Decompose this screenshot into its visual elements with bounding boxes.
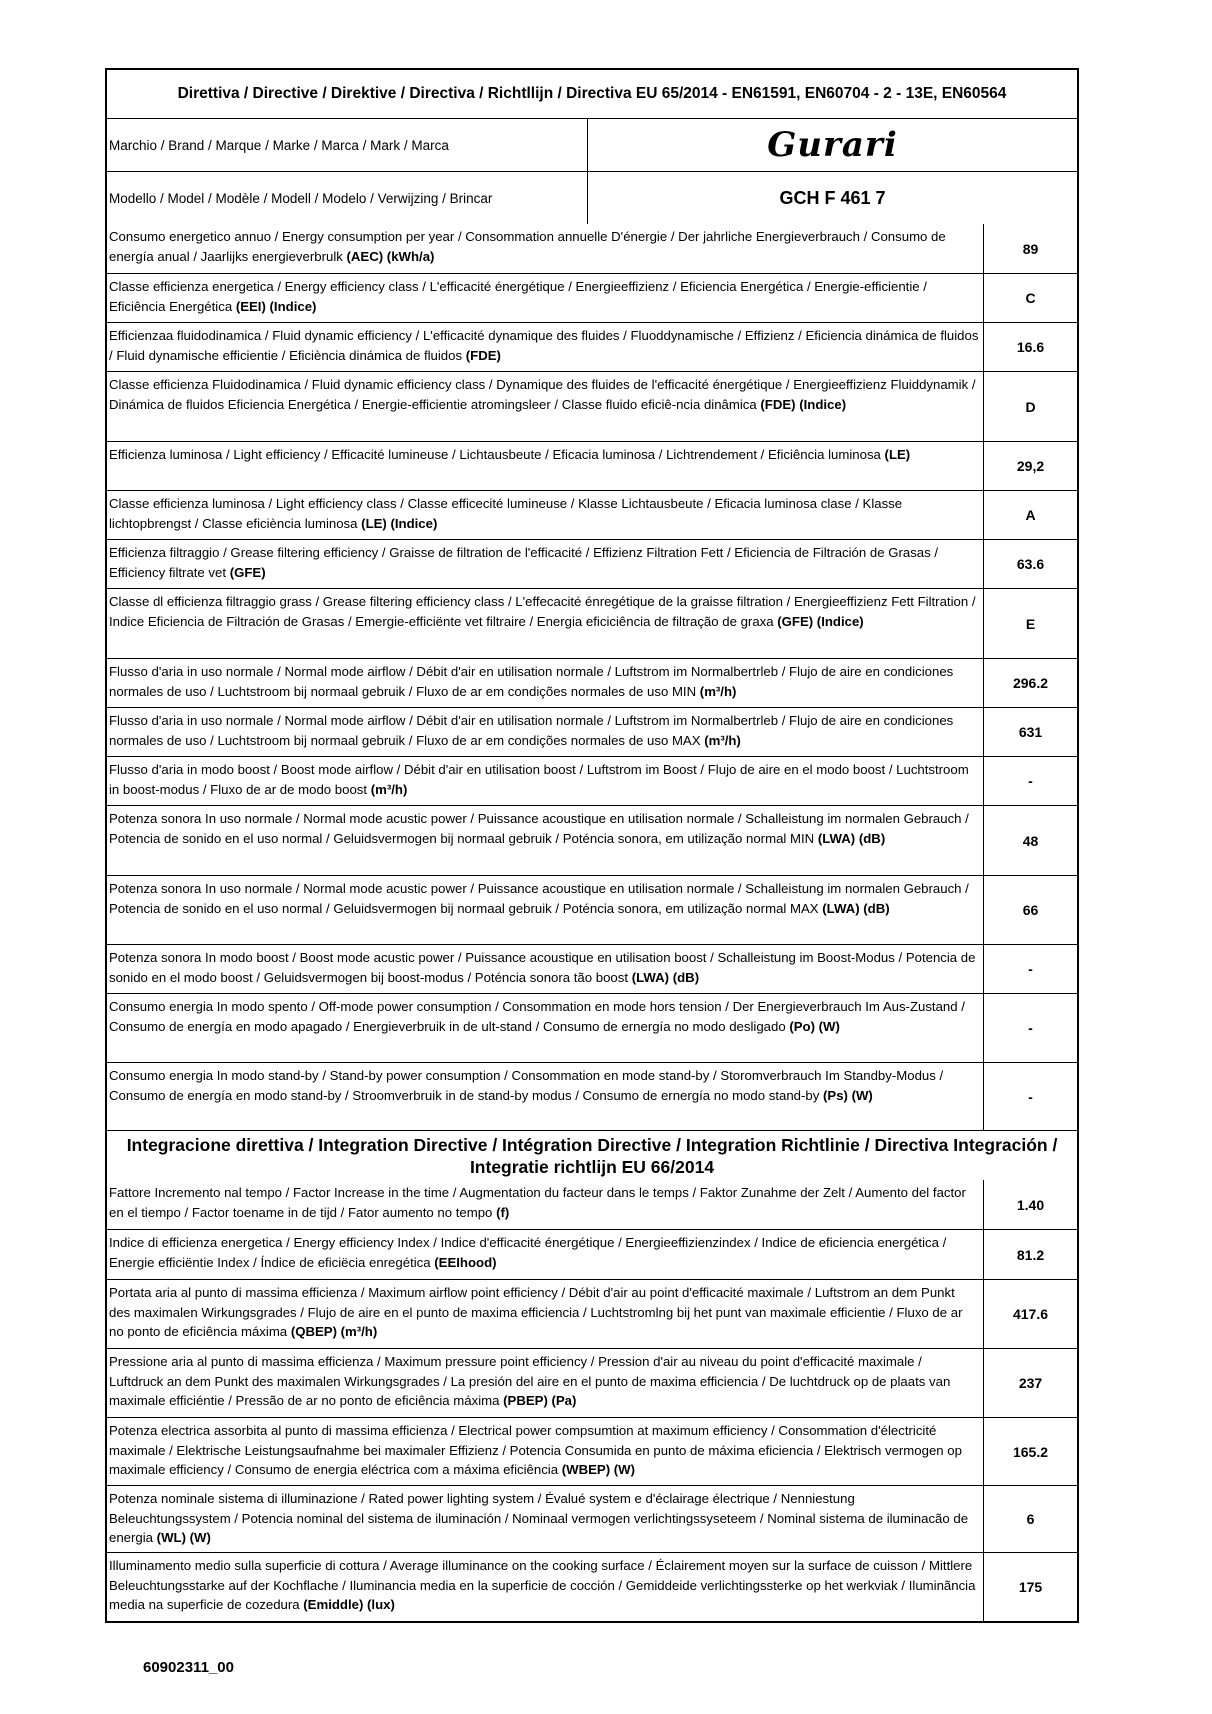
row-unit: (Po) (W)	[789, 1018, 840, 1034]
row-unit: (GFE) (Indice)	[777, 613, 864, 629]
row-value: E	[1025, 615, 1036, 632]
row-label	[107, 1063, 984, 1130]
row-text: Flusso d'aria in modo boost / Boost mode airflow / Débit d'air en utilisation boost / Luftstrom im Boost / Flujo de aire en el modo boost / Luchtstroom in boost-modus / Fluxo de ar de modo boost	[109, 762, 969, 797]
row-unit: (m³/h)	[699, 683, 737, 699]
row-text: Consumo energia In modo spento / Off-mode power consumption / Consommation en mode hors tension / Der Energieverbrauch Im Aus-Zustand / Consumo de energía en modo apagado / Energieverbruik in de ult-stand / Consumo de ernergía no modo desligado	[109, 999, 965, 1034]
row-text: Consumo energetico annuo / Energy consumption per year / Consommation annuelle D'énergie / Der jahrliche Energieverbrauch / Consumo de energía anual / Jaarlijks energieverbrulk	[109, 229, 946, 264]
table-row	[107, 322, 1077, 371]
row-unit: (FDE) (Indice)	[760, 396, 847, 412]
row-label	[107, 1230, 984, 1279]
table-row	[107, 1279, 1077, 1348]
row-unit: (Emiddle) (lux)	[303, 1597, 395, 1612]
row-text: Classe efficienza energetica / Energy efficiency class / L'efficacité énergétique / Energieeffizienz / Eficiencia Energética / Energie-efficientie / Eficiência Energética	[109, 279, 927, 314]
row-unit: (m³/h)	[370, 781, 408, 797]
row-text: Consumo energia In modo stand-by / Stand-by power consumption / Consommation en mode stand-by / Storomverbrauch Im Standby-Modus / Consumo de energía en modo stand-by / Stroomverbruik in de stand-by modus / Consumo de ernergía no modo stand-by	[109, 1068, 944, 1103]
row-text: Classe efficienza Fluidodinamica / Fluid dynamic efficiency class / Dynamique des fluides de l'efficacité énergétique / Energieeffizienz Fluiddynamik / Dinámica de fluidos Eficiencia Energética / Energie-efficientie atromingsleer / Classe fluido eficiê-ncia dinâmica	[109, 377, 976, 412]
table-row	[107, 1180, 1077, 1229]
row-value: -	[1028, 961, 1033, 977]
row-text: Efficienza filtraggio / Grease filtering efficiency / Graisse de filtration de l'efficacité / Effizienz Filtration Fett / Eficiencia de Filtración de Grasas / Efficiency filtrate vet	[109, 545, 939, 580]
table-row	[107, 756, 1077, 805]
row-text: Efficienza luminosa / Light efficiency / Efficacité lumineuse / Lichtausbeute / Eficacia luminosa / Lichtrendement / Eficiência luminosa	[109, 447, 881, 462]
row-value: 89	[1022, 240, 1039, 257]
row-label	[107, 1280, 984, 1348]
document-code: 60902311_00	[143, 1659, 234, 1676]
row-text: Potenza sonora In modo boost / Boost mode acustic power / Puissance acoustique en utilisation boost / Schalleistung im Boost-Modus / Potencia de sonido en el modo boost / Geluidsvermogen bij boost-modus / Poténcia sonora tão boost	[109, 950, 976, 985]
table-row	[107, 588, 1077, 658]
row-unit: (FDE)	[465, 347, 501, 363]
row-unit: (EEIhood)	[434, 1254, 497, 1270]
table-row	[107, 490, 1077, 539]
row-text: Potenza nominale sistema di illuminazione / Rated power lighting system / Évalué system e d'éclairage électrique / Nenniestung Beleuchtungssystem / Potencia nominal del sistema de iluminación / Nominaal vermogen verlichtingssyseteem / Nominal sistema de iluminacão de energia	[109, 1491, 969, 1545]
table-row	[107, 273, 1077, 322]
row-label	[107, 1349, 984, 1417]
row-value: A	[1025, 507, 1036, 523]
row-label	[107, 372, 984, 441]
integration-rows	[107, 1180, 1077, 1621]
table-row	[107, 441, 1077, 490]
row-unit: (LWA) (dB)	[822, 900, 890, 916]
row-text: Efficienzaa fluidodinamica / Fluid dynamic efficiency / L'efficacité dynamique des fluides / Fluoddynamische / Effizienz / Eficiencia dinámica de fluidos / Fluid dynamische efficientie / Eficiència dinámica de fluidos	[109, 328, 979, 363]
table-row	[107, 1348, 1077, 1417]
brand-label: Marchio / Brand / Marque / Marke / Marca / Mark / Marca	[107, 119, 588, 171]
row-value: 296.2	[1012, 675, 1049, 691]
row-label	[107, 224, 984, 273]
directive-text: Direttiva / Directive / Direktive / Directiva / Richtllijn / Directiva EU 65/2014 - EN61591, EN60704 - 2 - 13E, EN60564	[177, 85, 1007, 102]
table-row	[107, 371, 1077, 441]
row-unit: (LWA) (dB)	[817, 830, 886, 846]
row-text: Portata aria al punto di massima efficienza / Maximum airflow point efficiency / Débit d'air au point d'efficacité maximale / Luftstrom an dem Punkt des maximalen Wirkungsgrades / Flujo de aire en el punto de maxima efficiencia / Luchtstromlng bij het punt van maximale efficientie / Fluxo de ar no ponto de eficiência máxima	[109, 1285, 963, 1339]
model-label: Modello / Model / Modèle / Modell / Modelo / Verwijzing / Brincar	[107, 172, 588, 224]
row-value: 81.2	[1016, 1246, 1045, 1263]
row-label	[107, 945, 984, 993]
row-value: -	[1028, 1020, 1033, 1036]
row-label	[107, 540, 984, 588]
row-value: 175	[1018, 1579, 1043, 1595]
row-value: 417.6	[1012, 1306, 1049, 1322]
row-text: Potenza sonora In uso normale / Normal mode acustic power / Puissance acoustique en utilisation normale / Schalleistung im normalen Gebrauch / Potencia de sonido en el uso normal / Geluidsvermogen bij normaal gebruik / Poténcia sonora, em utilização normal MAX	[109, 881, 969, 916]
row-label	[107, 1180, 984, 1229]
row-label	[107, 274, 984, 322]
brand-logo: Gurari	[767, 125, 898, 165]
row-unit: (EEI) (Indice)	[235, 298, 317, 314]
model-value: GCH F 461 7	[779, 187, 886, 208]
row-label	[107, 708, 984, 756]
row-unit: (WBEP) (W)	[561, 1462, 635, 1477]
table-row	[107, 805, 1077, 875]
row-text: Indice di efficienza energetica / Energy efficiency Index / Indice d'efficacité énergétique / Energieeffizienzindex / Indice de eficiencia energética / Energie efficiëntie Index / Índice de eficiëcia enregética	[109, 1235, 947, 1270]
table-row	[107, 658, 1077, 707]
row-value: 63.6	[1016, 556, 1045, 572]
model-row	[107, 171, 1077, 224]
row-label	[107, 1553, 984, 1621]
row-text: Potenza sonora In uso normale / Normal mode acustic power / Puissance acoustique en utilisation normale / Schalleistung im normalen Gebrauch / Potencia de sonido en el uso normal / Geluidsvermogen bij normaal gebruik / Poténcia sonora, em utilização normal MIN	[109, 811, 969, 846]
row-label	[107, 1418, 984, 1485]
table-row	[107, 1552, 1077, 1621]
row-text: Potenza electrica assorbita al punto di massima efficienza / Electrical power compsumtion at maximum efficiency / Consommation d'électricité maximale / Elektrische Leistungsaufnahme bei maximaler Effizienz / Potencia Consumida en punto de máxima eficiencia / Elektrisch vermogen op maximale efficiency / Consumo de energia eléctrica com a máxima eficiência	[109, 1423, 962, 1477]
section-title-line2: Integratie richtlijn EU 66/2014	[469, 1156, 715, 1177]
table-row	[107, 1062, 1077, 1130]
row-text: Classe efficienza luminosa / Light efficiency class / Classe efficecité lumineuse / Klasse Lichtausbeute / Eficacia luminosa clase / Klasse lichtopbrengst / Classe eficiència luminosa	[109, 496, 903, 531]
row-value: 6	[1026, 1511, 1035, 1527]
row-unit: (LE)	[884, 447, 911, 462]
row-label	[107, 442, 984, 490]
table-row	[107, 539, 1077, 588]
row-label	[107, 589, 984, 658]
row-label	[107, 806, 984, 875]
row-text: Flusso d'aria in uso normale / Normal mode airflow / Débit d'air en utilisation normale / Luftstrom im Normalbertrleb / Flujo de aire en condiciones normales de uso / Luchtstroom bij normaal gebruik / Fluxo de ar em condições normales de uso MAX	[109, 713, 954, 748]
row-value: 631	[1018, 724, 1043, 740]
row-text: Flusso d'aria in uso normale / Normal mode airflow / Débit d'air en utilisation normale / Luftstrom im Normalbertrleb / Flujo de aire en condiciones normales de uso / Luchtstroom bij normaal gebruik / Fluxo de ar em condições normales de uso MIN	[109, 664, 954, 699]
declaration-table	[105, 68, 1079, 1623]
row-value: D	[1025, 398, 1036, 415]
row-label	[107, 491, 984, 539]
row-text: Classe dl efficienza filtraggio grass / Grease filtering efficiency class / L'effecacité énregétique de la graisse filtration / Energieeffizienz Fett Filtration / Indice Eficiencia de Filtración de Grasas / Emergie-efficiënte vet filtraire / Energia eficiciência de filtração de graxa	[109, 594, 976, 629]
directive-header	[107, 70, 1077, 118]
row-text: Illuminamento medio sulla superficie di cottura / Average illuminance on the cooking surface / Éclairement moyen sur la surface de cuisson / Mittlere Beleuchtungsstarke auf der Kochflache / Iluminancia media en la superficie de cocción / Gemiddeide verlichtingssterke op het werkviak / Iluminãncia media na superficie de cozedura	[109, 1558, 976, 1612]
row-value: -	[1028, 1088, 1033, 1105]
row-value: 1.40	[1016, 1196, 1045, 1213]
row-label	[107, 1486, 984, 1552]
row-label	[107, 994, 984, 1062]
row-value: 16.6	[1016, 339, 1045, 355]
row-value: 48	[1022, 832, 1039, 849]
table-row	[107, 1485, 1077, 1552]
table-row	[107, 875, 1077, 944]
row-value: 237	[1018, 1375, 1043, 1391]
table-row	[107, 1417, 1077, 1485]
row-unit: (LWA) (dB)	[631, 969, 700, 985]
row-value: C	[1025, 290, 1036, 306]
row-unit: (f)	[496, 1204, 510, 1220]
row-text: Fattore Incremento nal tempo / Factor Increase in the time / Augmentation du facteur dans le temps / Faktor Zunahme der Zelt / Aumento del factor en el tiempo / Factor toename in de tijd / Fator aumento no tempo	[109, 1185, 966, 1220]
table-row	[107, 224, 1077, 273]
spec-rows	[107, 224, 1077, 1130]
row-label	[107, 323, 984, 371]
row-label	[107, 757, 984, 805]
row-text: Pressione aria al punto di massima efficienza / Maximum pressure point efficiency / Pression d'air au niveau du point d'efficacité maximale / Luftdruck an dem Punkt des maximalen Wirkungsgrades / La presión del aire en el punto de maxima efficiencia / De luchtdruck op de plaats van maximale efficiéntie / Pressão de ar no ponto de eficiência máxima	[109, 1354, 951, 1408]
section-title-line1: Integracione direttiva / Integration Directive / Intégration Directive / Integration Richtlinie / Directiva Integración /	[126, 1134, 1058, 1155]
integration-section-header	[107, 1130, 1077, 1180]
row-label	[107, 876, 984, 944]
table-row	[107, 1229, 1077, 1279]
row-unit: (LE) (Indice)	[361, 515, 438, 531]
row-unit: (PBEP) (Pa)	[503, 1393, 577, 1408]
brand-row	[107, 118, 1077, 171]
row-unit: (m³/h)	[704, 732, 741, 748]
row-unit: (Ps) (W)	[823, 1087, 873, 1103]
row-unit: (AEC) (kWh/a)	[346, 248, 435, 264]
row-value: -	[1028, 773, 1033, 789]
table-row	[107, 993, 1077, 1062]
row-value: 29,2	[1016, 458, 1045, 474]
row-value: 165.2	[1012, 1443, 1049, 1460]
row-unit: (QBEP) (m³/h)	[290, 1324, 378, 1339]
row-unit: (WL) (W)	[156, 1530, 211, 1545]
row-unit: (GFE)	[229, 564, 266, 580]
table-row	[107, 944, 1077, 993]
row-label	[107, 659, 984, 707]
row-value: 66	[1022, 902, 1039, 918]
table-row	[107, 707, 1077, 756]
